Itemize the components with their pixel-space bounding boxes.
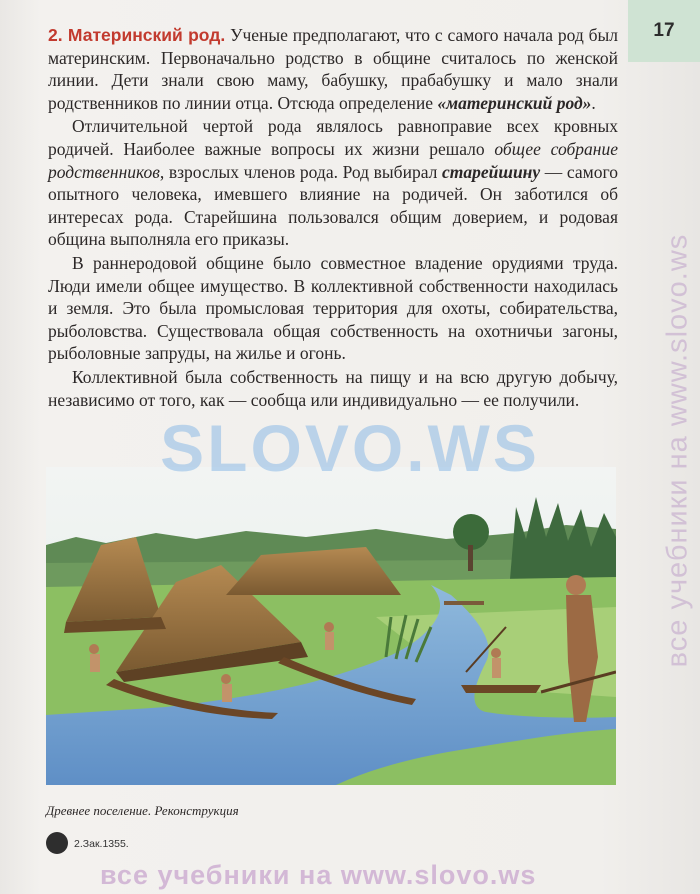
- figure-caption: Древнее поселение. Реконструкция: [46, 803, 239, 818]
- paragraph-1-end: .: [591, 92, 596, 113]
- watermark-side: [661, 120, 694, 780]
- paragraph-2: [48, 115, 618, 251]
- term-general-assembly: общее собрание родственников: [48, 138, 618, 182]
- paragraph-2-part-3: — самого опытного человека, имевшего влияние на родичей. Он заботился об интересах рода. Старейшина пользовался общим доверием, и родовая община выполняла его приказы.: [48, 161, 618, 250]
- body-text: [48, 24, 618, 412]
- watermark-center: SLOVO.WS: [160, 411, 540, 485]
- print-order-number: 2.Зак.1355.: [74, 838, 129, 850]
- paragraph-4: Коллективной была собственность на пищу и на всю другую добычу, независимо от того, как — сообща или индивидуально — ее получили.: [48, 366, 618, 410]
- paragraph-1: [48, 24, 618, 114]
- bridge: [444, 601, 484, 605]
- page-number: 17: [628, 0, 700, 62]
- circle-marker-icon: [46, 832, 68, 854]
- paragraph-2-part-2: , взрослых членов рода. Род выбирал: [159, 161, 442, 182]
- term-elder: старейшину: [441, 161, 541, 182]
- watermark-bottom: все учебники на www.slovo.ws: [100, 860, 537, 890]
- paragraph-3: В раннеродовой общине было совместное владение орудиями труда. Люди имели общее имущество. В коллективной собственности находилась и земля. Это была промысловая территория для охоты, собирательства, рыболовства. Существовала общая собственность на охотничьи загоны, рыболовные запруды, на жилье и огонь.: [48, 252, 618, 364]
- term-maternal-clan: «материнский род»: [437, 92, 592, 113]
- tree: [453, 514, 489, 550]
- person: [566, 575, 586, 595]
- paragraph-2-part-1: Отличительной чертой рода являлось равноправие всех кровных родичей. Наиболее важные вопросы их жизни решало: [48, 116, 618, 159]
- watermark-side-text: все учебники на www.slovo.ws: [661, 233, 694, 667]
- settlement-illustration: [46, 467, 616, 785]
- section-heading: 2. Материнский род.: [48, 25, 226, 45]
- paragraph-1-text: Ученые предполагают, что с самого начала род был материнским. Первоначально родство в общине считалось по женской линии. Дети знали свою маму, бабушку, прабабушку и мало знали родственников по линии отца. Отсюда определение: [48, 25, 618, 113]
- canoe: [461, 685, 541, 693]
